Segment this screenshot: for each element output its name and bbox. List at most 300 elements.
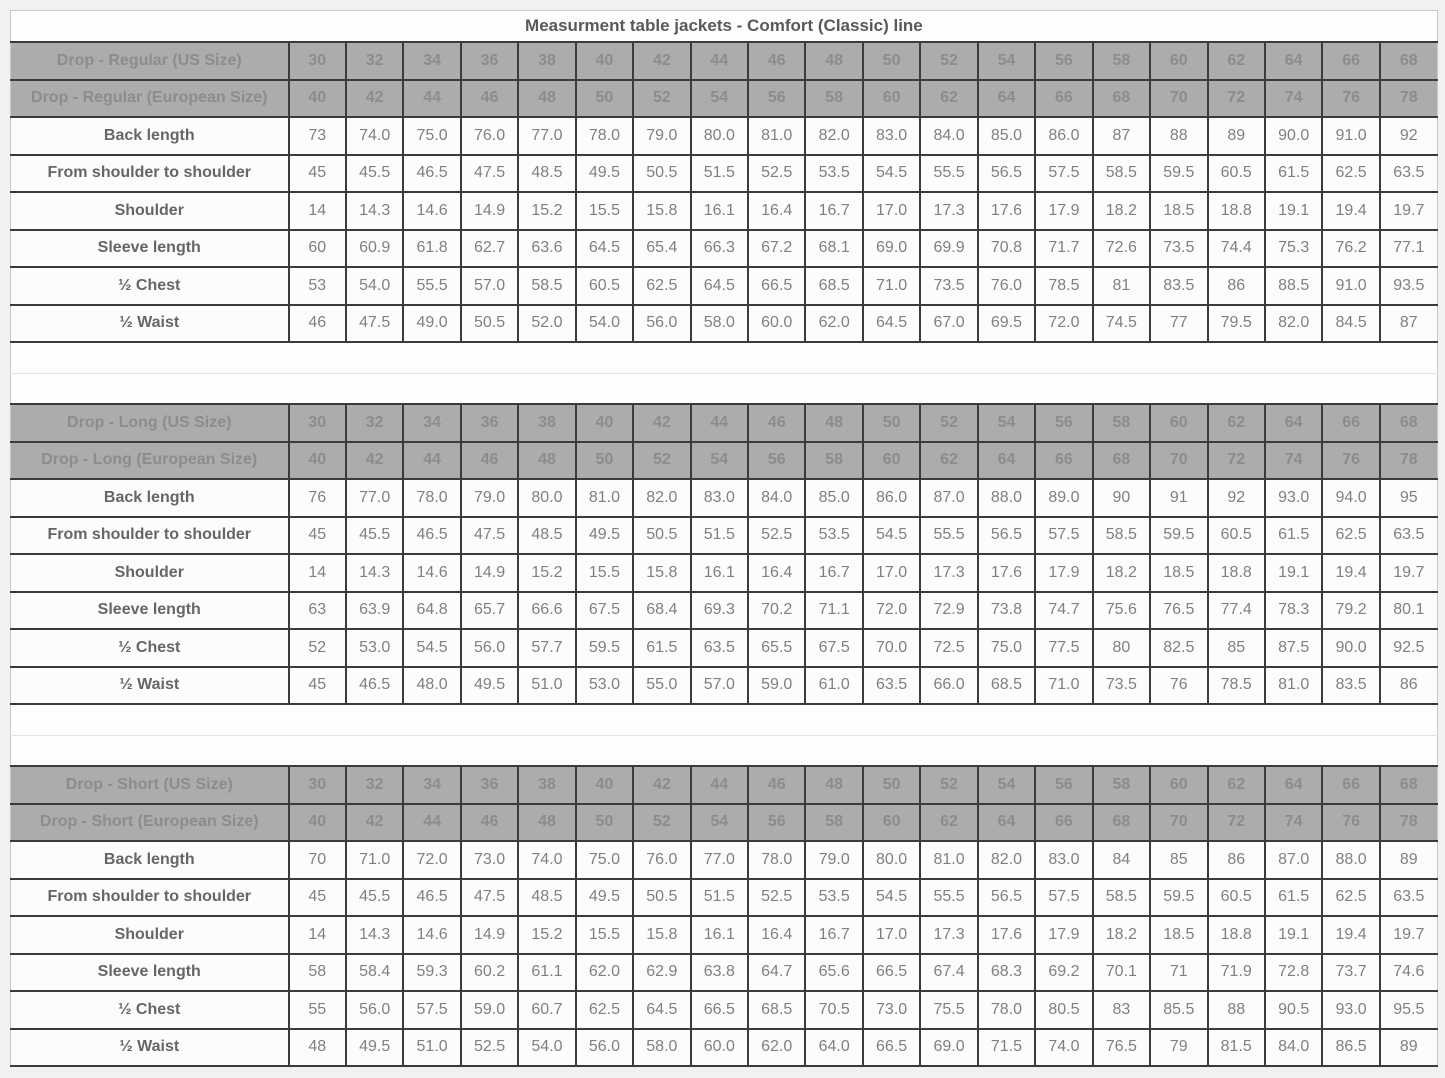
size-header-cell: 46 (461, 804, 518, 842)
measurement-cell: 75.0 (576, 841, 633, 879)
measurement-cell: 77.0 (518, 117, 575, 155)
measurement-cell: 57.5 (1035, 517, 1092, 555)
measurement-cell: 74.6 (1380, 954, 1438, 992)
measurement-cell: 55.0 (633, 667, 690, 705)
measurement-cell: 76.0 (978, 267, 1035, 305)
measurement-cell: 79.0 (805, 841, 862, 879)
measurement-cell: 78.0 (748, 841, 805, 879)
measurement-cell: 79.5 (1208, 305, 1265, 343)
measurement-cell: 52.5 (748, 879, 805, 917)
measurement-cell: 68.5 (805, 267, 862, 305)
measurement-cell: 64.5 (576, 230, 633, 268)
size-header-cell: 48 (518, 804, 575, 842)
measurement-cell: 17.9 (1035, 554, 1092, 592)
measurement-cell: 55.5 (920, 517, 977, 555)
measurement-cell: 86.0 (1035, 117, 1092, 155)
size-header-cell: 56 (1035, 766, 1092, 804)
size-header-cell: 42 (346, 80, 403, 118)
measurement-cell: 78.5 (1035, 267, 1092, 305)
measurement-cell: 18.8 (1208, 916, 1265, 954)
measurement-cell: 17.9 (1035, 192, 1092, 230)
measurement-cell: 53.0 (576, 667, 633, 705)
measurement-cell: 15.8 (633, 554, 690, 592)
measurement-cell: 17.6 (978, 192, 1035, 230)
measurement-row (11, 841, 1438, 879)
row-label: Back length (11, 841, 289, 879)
measurement-cell: 55.5 (403, 267, 460, 305)
measurement-cell: 75.5 (920, 991, 977, 1029)
row-label: Shoulder (11, 554, 289, 592)
measurement-cell: 58.5 (1093, 155, 1150, 193)
measurement-cell: 56.0 (633, 305, 690, 343)
measurement-cell: 71.0 (1035, 667, 1092, 705)
measurement-cell: 86.5 (1322, 1029, 1379, 1067)
measurement-cell: 49.5 (576, 517, 633, 555)
size-header-cell: 62 (920, 80, 977, 118)
us-size-header-row (11, 766, 1438, 804)
measurement-cell: 18.8 (1208, 554, 1265, 592)
us-size-header-row (11, 42, 1438, 80)
measurement-cell: 84.0 (748, 479, 805, 517)
measurement-cell: 45 (289, 517, 346, 555)
measurement-cell: 68.3 (978, 954, 1035, 992)
size-header-cell: 62 (1208, 404, 1265, 442)
measurement-cell: 19.7 (1380, 192, 1438, 230)
measurement-cell: 65.6 (805, 954, 862, 992)
measurement-cell: 82.0 (1265, 305, 1322, 343)
row-label: Sleeve length (11, 954, 289, 992)
measurement-cell: 88 (1150, 117, 1207, 155)
measurement-cell: 85 (1150, 841, 1207, 879)
size-header-cell: 46 (748, 766, 805, 804)
measurement-cell: 45 (289, 155, 346, 193)
measurement-cell: 60.0 (748, 305, 805, 343)
measurement-cell: 71.0 (346, 841, 403, 879)
measurement-cell: 18.2 (1093, 192, 1150, 230)
measurement-cell: 95 (1380, 479, 1438, 517)
measurement-cell: 67.0 (920, 305, 977, 343)
us-size-header-row (11, 404, 1438, 442)
measurement-cell: 78.5 (1208, 667, 1265, 705)
measurement-cell: 67.4 (920, 954, 977, 992)
measurement-cell: 52.5 (748, 155, 805, 193)
measurement-cell: 85.0 (978, 117, 1035, 155)
measurement-cell: 54.5 (863, 879, 920, 917)
size-header-cell: 36 (461, 42, 518, 80)
measurement-cell: 77 (1150, 305, 1207, 343)
measurement-cell: 91 (1150, 479, 1207, 517)
measurement-cell: 61.8 (403, 230, 460, 268)
measurement-cell: 90 (1093, 479, 1150, 517)
size-header-cell: 42 (346, 442, 403, 480)
measurement-cell: 18.5 (1150, 554, 1207, 592)
measurement-cell: 74.4 (1208, 230, 1265, 268)
measurement-cell: 56.5 (978, 517, 1035, 555)
size-header-cell: 78 (1380, 80, 1438, 118)
measurement-cell: 58.5 (1093, 879, 1150, 917)
measurement-cell: 60.5 (1208, 879, 1265, 917)
measurement-cell: 76 (1150, 667, 1207, 705)
size-header-cell: 48 (805, 404, 862, 442)
measurement-cell: 64.5 (633, 991, 690, 1029)
measurement-cell: 57.5 (1035, 879, 1092, 917)
measurement-cell: 94.0 (1322, 479, 1379, 517)
measurement-cell: 74.0 (1035, 1029, 1092, 1067)
row-label: Sleeve length (11, 230, 289, 268)
section-header-label: Drop - Regular (US Size) (11, 42, 289, 80)
measurement-cell: 51.5 (691, 879, 748, 917)
size-header-cell: 36 (461, 404, 518, 442)
measurement-cell: 88 (1208, 991, 1265, 1029)
measurement-cell: 48.5 (518, 517, 575, 555)
measurement-cell: 74.5 (1093, 305, 1150, 343)
size-header-cell: 60 (1150, 42, 1207, 80)
measurement-cell: 67.5 (805, 629, 862, 667)
size-header-cell: 64 (978, 442, 1035, 480)
measurement-cell: 62.0 (748, 1029, 805, 1067)
measurement-cell: 53.0 (346, 629, 403, 667)
measurement-cell: 70 (289, 841, 346, 879)
size-header-cell: 56 (748, 442, 805, 480)
row-label: From shoulder to shoulder (11, 155, 289, 193)
measurement-cell: 80.5 (1035, 991, 1092, 1029)
measurement-cell: 54.5 (863, 517, 920, 555)
measurement-row (11, 230, 1438, 268)
measurement-cell: 92 (1208, 479, 1265, 517)
measurement-cell: 46 (289, 305, 346, 343)
measurement-cell: 75.0 (403, 117, 460, 155)
measurement-cell: 66.5 (863, 954, 920, 992)
measurement-cell: 63.5 (1380, 517, 1438, 555)
measurement-cell: 16.4 (748, 554, 805, 592)
section-header-label: Drop - Long (European Size) (11, 442, 289, 480)
size-header-cell: 56 (748, 804, 805, 842)
measurement-cell: 83.0 (863, 117, 920, 155)
measurement-cell: 63.5 (1380, 155, 1438, 193)
measurement-cell: 14 (289, 554, 346, 592)
row-label: ½ Chest (11, 629, 289, 667)
measurement-cell: 50.5 (461, 305, 518, 343)
measurement-row (11, 554, 1438, 592)
measurement-row (11, 305, 1438, 343)
measurement-cell: 89 (1208, 117, 1265, 155)
measurement-cell: 49.5 (576, 155, 633, 193)
measurement-cell: 63.5 (691, 629, 748, 667)
measurement-row (11, 479, 1438, 517)
measurement-cell: 16.7 (805, 554, 862, 592)
size-header-cell: 44 (403, 442, 460, 480)
measurement-cell: 82.5 (1150, 629, 1207, 667)
size-header-cell: 34 (403, 404, 460, 442)
measurement-cell: 19.1 (1265, 554, 1322, 592)
measurement-cell: 48.5 (518, 879, 575, 917)
measurement-cell: 64.7 (748, 954, 805, 992)
size-header-cell: 54 (691, 804, 748, 842)
measurement-cell: 69.0 (920, 1029, 977, 1067)
size-header-cell: 52 (633, 442, 690, 480)
measurement-cell: 70.2 (748, 592, 805, 630)
section-spacer-cell (11, 342, 1438, 373)
size-header-cell: 46 (748, 42, 805, 80)
measurement-cell: 78.0 (978, 991, 1035, 1029)
measurement-cell: 16.4 (748, 192, 805, 230)
size-header-cell: 52 (633, 804, 690, 842)
size-header-cell: 60 (1150, 404, 1207, 442)
measurement-cell: 75.6 (1093, 592, 1150, 630)
measurement-cell: 57.0 (691, 667, 748, 705)
size-header-cell: 50 (863, 766, 920, 804)
section-spacer (11, 373, 1438, 404)
size-header-cell: 54 (691, 80, 748, 118)
measurement-cell: 68.5 (978, 667, 1035, 705)
measurement-cell: 83.0 (691, 479, 748, 517)
measurement-cell: 52.5 (461, 1029, 518, 1067)
measurement-cell: 61.5 (1265, 155, 1322, 193)
size-header-cell: 66 (1035, 442, 1092, 480)
size-header-cell: 54 (978, 42, 1035, 80)
measurement-cell: 67.2 (748, 230, 805, 268)
measurement-cell: 17.3 (920, 554, 977, 592)
measurement-cell: 92.5 (1380, 629, 1438, 667)
measurement-cell: 59.5 (1150, 517, 1207, 555)
size-header-cell: 42 (633, 404, 690, 442)
measurement-cell: 18.2 (1093, 554, 1150, 592)
measurement-cell: 79.0 (633, 117, 690, 155)
measurement-cell: 81.0 (1265, 667, 1322, 705)
measurement-cell: 77.5 (1035, 629, 1092, 667)
size-header-cell: 74 (1265, 442, 1322, 480)
measurement-cell: 62.5 (576, 991, 633, 1029)
measurement-row (11, 667, 1438, 705)
measurement-cell: 56.5 (978, 155, 1035, 193)
measurement-cell: 52.5 (748, 517, 805, 555)
measurement-cell: 83.0 (1035, 841, 1092, 879)
measurement-cell: 57.5 (403, 991, 460, 1029)
measurement-cell: 89 (1380, 841, 1438, 879)
measurement-table (10, 10, 1438, 1067)
measurement-cell: 57.0 (461, 267, 518, 305)
measurement-cell: 14.3 (346, 192, 403, 230)
size-header-cell: 48 (518, 442, 575, 480)
measurement-cell: 58.4 (346, 954, 403, 992)
size-header-cell: 32 (346, 42, 403, 80)
size-header-cell: 66 (1322, 766, 1379, 804)
measurement-cell: 59.3 (403, 954, 460, 992)
measurement-cell: 86 (1208, 267, 1265, 305)
measurement-cell: 47.5 (461, 517, 518, 555)
measurement-cell: 63.9 (346, 592, 403, 630)
measurement-cell: 80.0 (518, 479, 575, 517)
measurement-cell: 53.5 (805, 155, 862, 193)
measurement-cell: 87 (1093, 117, 1150, 155)
size-header-cell: 56 (748, 80, 805, 118)
size-header-cell: 36 (461, 766, 518, 804)
size-header-cell: 46 (461, 80, 518, 118)
measurement-cell: 18.8 (1208, 192, 1265, 230)
measurement-cell: 75.0 (978, 629, 1035, 667)
size-header-cell: 40 (289, 804, 346, 842)
measurement-cell: 61.5 (633, 629, 690, 667)
size-header-cell: 38 (518, 766, 575, 804)
size-header-cell: 68 (1093, 804, 1150, 842)
measurement-cell: 61.5 (1265, 879, 1322, 917)
measurement-cell: 61.1 (518, 954, 575, 992)
measurement-cell: 63.8 (691, 954, 748, 992)
measurement-cell: 19.4 (1322, 916, 1379, 954)
measurement-cell: 58.5 (518, 267, 575, 305)
measurement-cell: 73.7 (1322, 954, 1379, 992)
measurement-cell: 16.7 (805, 916, 862, 954)
measurement-cell: 50.5 (633, 155, 690, 193)
section-header-label: Drop - Regular (European Size) (11, 80, 289, 118)
size-header-cell: 54 (978, 404, 1035, 442)
measurement-cell: 91.0 (1322, 267, 1379, 305)
measurement-cell: 63 (289, 592, 346, 630)
measurement-cell: 73.5 (920, 267, 977, 305)
measurement-cell: 81.5 (1208, 1029, 1265, 1067)
measurement-cell: 62.7 (461, 230, 518, 268)
size-header-cell: 64 (978, 804, 1035, 842)
size-header-cell: 68 (1093, 442, 1150, 480)
measurement-cell: 78.0 (576, 117, 633, 155)
measurement-cell: 60.2 (461, 954, 518, 992)
measurement-cell: 72.8 (1265, 954, 1322, 992)
measurement-cell: 90.0 (1265, 117, 1322, 155)
measurement-cell: 76 (289, 479, 346, 517)
measurement-cell: 55.5 (920, 155, 977, 193)
measurement-cell: 14.6 (403, 916, 460, 954)
measurement-cell: 15.5 (576, 916, 633, 954)
measurement-cell: 15.2 (518, 554, 575, 592)
measurement-cell: 63.6 (518, 230, 575, 268)
measurement-cell: 71.5 (978, 1029, 1035, 1067)
measurement-cell: 45 (289, 879, 346, 917)
measurement-cell: 71.9 (1208, 954, 1265, 992)
section-spacer (11, 735, 1438, 766)
measurement-cell: 15.5 (576, 554, 633, 592)
size-header-cell: 58 (1093, 404, 1150, 442)
measurement-cell: 69.5 (978, 305, 1035, 343)
measurement-cell: 51.5 (691, 155, 748, 193)
measurement-cell: 66.0 (920, 667, 977, 705)
size-header-cell: 70 (1150, 442, 1207, 480)
measurement-cell: 70.5 (805, 991, 862, 1029)
size-header-cell: 78 (1380, 442, 1438, 480)
measurement-cell: 76.2 (1322, 230, 1379, 268)
measurement-cell: 58.0 (691, 305, 748, 343)
section-spacer-cell (11, 704, 1438, 735)
measurement-cell: 91.0 (1322, 117, 1379, 155)
measurement-cell: 47.5 (461, 155, 518, 193)
measurement-cell: 49.5 (346, 1029, 403, 1067)
measurement-cell: 59.0 (461, 991, 518, 1029)
size-header-cell: 48 (805, 42, 862, 80)
measurement-cell: 77.0 (691, 841, 748, 879)
measurement-cell: 66.5 (691, 991, 748, 1029)
measurement-cell: 81.0 (748, 117, 805, 155)
measurement-cell: 72.5 (920, 629, 977, 667)
measurement-cell: 17.9 (1035, 916, 1092, 954)
measurement-cell: 84.0 (920, 117, 977, 155)
measurement-cell: 77.4 (1208, 592, 1265, 630)
size-header-cell: 50 (863, 42, 920, 80)
measurement-cell: 46.5 (403, 155, 460, 193)
measurement-cell: 88.0 (1322, 841, 1379, 879)
measurement-cell: 60.7 (518, 991, 575, 1029)
size-header-cell: 52 (920, 766, 977, 804)
measurement-cell: 54.0 (576, 305, 633, 343)
measurement-cell: 60.5 (576, 267, 633, 305)
size-header-cell: 56 (1035, 404, 1092, 442)
measurement-row (11, 592, 1438, 630)
measurement-cell: 73.0 (461, 841, 518, 879)
measurement-cell: 14 (289, 192, 346, 230)
measurement-cell: 73 (289, 117, 346, 155)
size-header-cell: 34 (403, 766, 460, 804)
size-header-cell: 72 (1208, 442, 1265, 480)
size-header-cell: 60 (863, 442, 920, 480)
measurement-cell: 78.0 (403, 479, 460, 517)
measurement-cell: 76.0 (461, 117, 518, 155)
measurement-cell: 76.5 (1150, 592, 1207, 630)
measurement-cell: 85.5 (1150, 991, 1207, 1029)
size-header-cell: 76 (1322, 442, 1379, 480)
measurement-cell: 17.0 (863, 554, 920, 592)
measurement-cell: 70.8 (978, 230, 1035, 268)
size-header-cell: 50 (576, 804, 633, 842)
measurement-cell: 62.5 (633, 267, 690, 305)
measurement-cell: 49.5 (576, 879, 633, 917)
measurement-cell: 83 (1093, 991, 1150, 1029)
measurement-cell: 92 (1380, 117, 1438, 155)
measurement-cell: 19.1 (1265, 916, 1322, 954)
measurement-cell: 61.5 (1265, 517, 1322, 555)
measurement-cell: 87 (1380, 305, 1438, 343)
measurement-cell: 56.0 (576, 1029, 633, 1067)
measurement-cell: 46.5 (346, 667, 403, 705)
size-header-cell: 58 (1093, 42, 1150, 80)
measurement-cell: 17.0 (863, 192, 920, 230)
measurement-cell: 59.5 (1150, 879, 1207, 917)
size-header-cell: 66 (1322, 404, 1379, 442)
measurement-cell: 52 (289, 629, 346, 667)
measurement-cell: 61.0 (805, 667, 862, 705)
page-title: Measurment table jackets - Comfort (Classic) line (11, 11, 1438, 43)
measurement-cell: 48 (289, 1029, 346, 1067)
measurement-cell: 17.6 (978, 554, 1035, 592)
measurement-cell: 58 (289, 954, 346, 992)
measurement-cell: 66.3 (691, 230, 748, 268)
size-header-cell: 62 (920, 442, 977, 480)
size-header-cell: 70 (1150, 80, 1207, 118)
measurement-cell: 19.4 (1322, 554, 1379, 592)
title-row (11, 11, 1438, 43)
measurement-cell: 62.9 (633, 954, 690, 992)
measurement-cell: 14.9 (461, 916, 518, 954)
measurement-cell: 71.7 (1035, 230, 1092, 268)
size-header-cell: 60 (863, 804, 920, 842)
size-header-cell: 34 (403, 42, 460, 80)
measurement-cell: 79.0 (461, 479, 518, 517)
size-header-cell: 76 (1322, 804, 1379, 842)
row-label: From shoulder to shoulder (11, 517, 289, 555)
measurement-cell: 86 (1208, 841, 1265, 879)
measurement-cell: 58.5 (1093, 517, 1150, 555)
measurement-cell: 19.7 (1380, 916, 1438, 954)
size-header-cell: 40 (289, 442, 346, 480)
measurement-row (11, 1029, 1438, 1067)
size-header-cell: 58 (805, 804, 862, 842)
